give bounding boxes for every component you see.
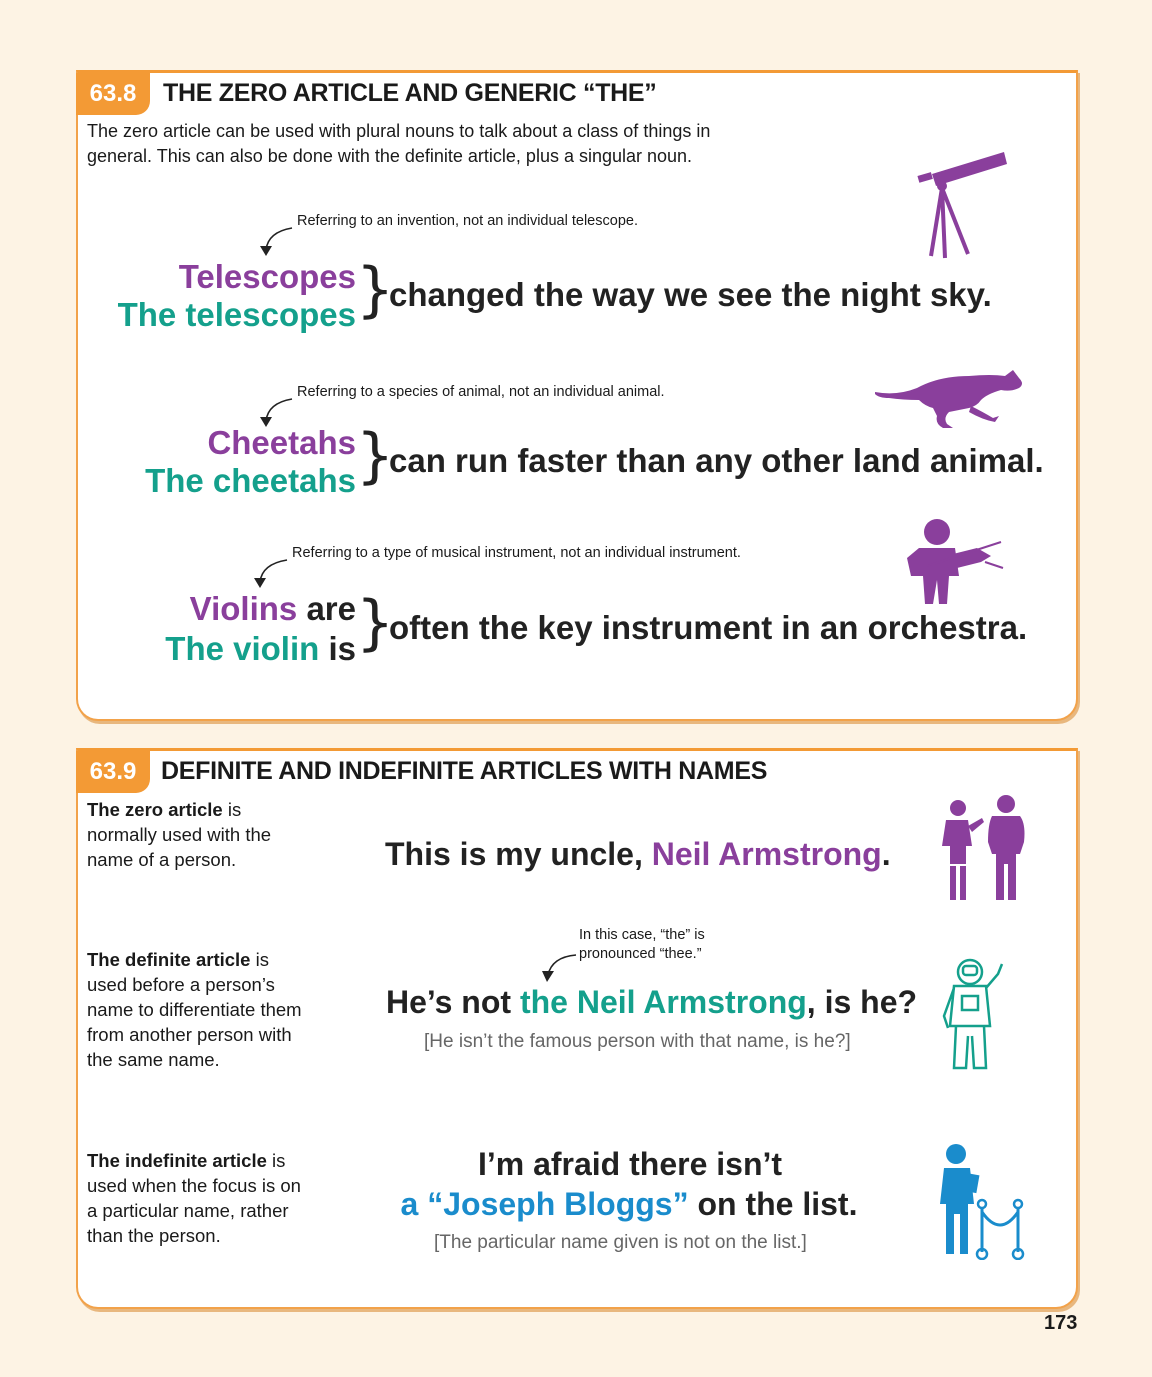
generic-the-noun <box>165 630 356 668</box>
side-explanation <box>87 797 277 872</box>
example-sentence <box>386 984 917 1021</box>
explanation: is used when the focus is on a particular name, rather than the person. <box>87 1150 301 1246</box>
example-note: Referring to a species of animal, not an individual animal. <box>297 384 665 400</box>
explanation: is normally used with the name of a person. <box>87 799 272 870</box>
section-title: THE ZERO ARTICLE AND GENERIC “THE” <box>163 79 657 107</box>
right-brace: } <box>356 421 395 491</box>
right-brace: } <box>356 255 395 325</box>
predicate: can run faster than any other land animal. <box>389 442 1044 479</box>
noun: Cheetahs <box>207 424 356 461</box>
noun: The violin <box>165 630 320 667</box>
gloss: [He isn’t the famous person with that name, is he?] <box>424 1031 851 1052</box>
section-title: DEFINITE AND INDEFINITE ARTICLES WITH NAMES <box>161 757 768 785</box>
explanation: is used before a person’s name to differentiate them from another person with the same name. <box>87 949 302 1070</box>
highlighted-name: a “Joseph Bloggs” <box>400 1186 689 1222</box>
zero-article-noun <box>190 590 356 628</box>
term: The definite article <box>87 949 251 970</box>
predicate: changed the way we see the night sky. <box>389 276 992 313</box>
highlighted-name: Neil Armstrong <box>651 836 882 872</box>
sentence-part: , is he? <box>806 984 918 1020</box>
two-people-icon <box>936 794 1032 902</box>
example-sentence-line: I’m afraid there isn’t <box>477 1146 783 1182</box>
example-note: Referring to an invention, not an individual telescope. <box>297 213 638 229</box>
sentence-part: This is my uncle, <box>385 836 652 872</box>
doorman-icon <box>934 1142 1030 1260</box>
cheetah-icon <box>873 366 1025 432</box>
sentence-part: . <box>881 836 891 872</box>
telescope-icon <box>912 146 1012 260</box>
zero-article-noun <box>179 258 356 296</box>
generic-the-noun <box>118 296 356 334</box>
intro-line: The zero article can be used with plural nouns to talk about a class of things in <box>87 121 711 141</box>
gloss: [The particular name given is not on the list.] <box>434 1232 807 1253</box>
page-number: 173 <box>1044 1312 1078 1334</box>
note-line: pronounced “thee.” <box>579 946 702 962</box>
noun: The telescopes <box>117 296 356 333</box>
highlighted-name: the Neil Armstrong <box>519 984 807 1020</box>
term: The zero article <box>87 799 223 820</box>
section-number: 63.8 <box>76 73 150 115</box>
zero-article-noun <box>207 424 356 462</box>
generic-the-noun <box>145 462 356 500</box>
section-number: 63.9 <box>76 751 150 793</box>
verb: are <box>306 590 356 627</box>
pronunciation-note <box>579 926 705 964</box>
side-explanation <box>87 947 312 1072</box>
sentence-part: on the list. <box>688 1186 858 1222</box>
violinist-icon <box>897 518 1007 606</box>
right-brace: } <box>356 588 395 658</box>
verb: is <box>328 630 356 667</box>
example-sentence <box>385 836 891 873</box>
sentence-part: He’s not <box>386 984 520 1020</box>
astronaut-icon <box>938 956 1010 1074</box>
noun: Telescopes <box>178 258 356 295</box>
intro-line: general. This can also be done with the definite article, plus a singular noun. <box>87 146 693 166</box>
note-line: In this case, “the” is <box>579 927 705 943</box>
predicate: often the key instrument in an orchestra. <box>389 609 1028 646</box>
example-note: Referring to a type of musical instrument, not an individual instrument. <box>292 545 741 561</box>
noun: Violins <box>189 590 298 627</box>
noun: The cheetahs <box>145 462 356 499</box>
term: The indefinite article <box>87 1150 267 1171</box>
